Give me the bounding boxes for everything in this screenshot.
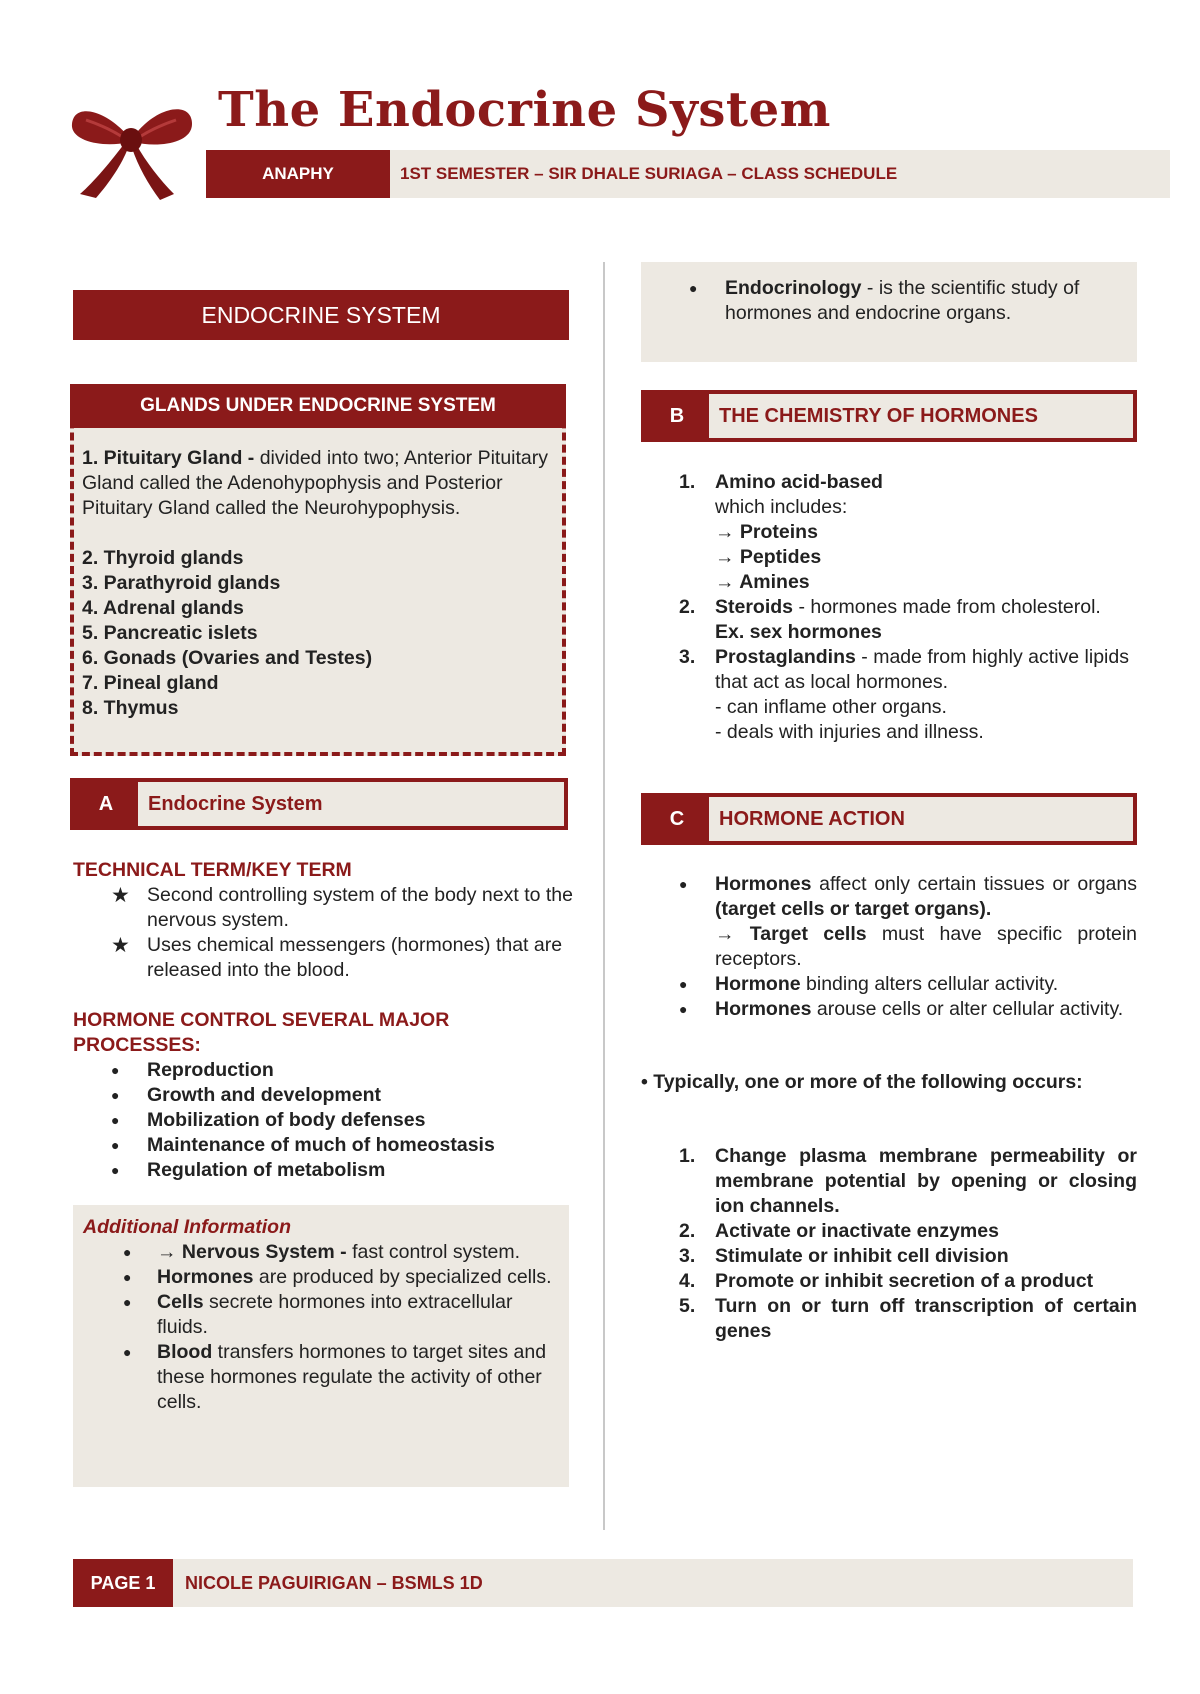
- bow-icon: [66, 90, 196, 202]
- page-footer: [73, 1559, 1133, 1607]
- section-title-endocrine-system: ENDOCRINE SYSTEM: [73, 290, 569, 340]
- process-item: ● Reproduction: [73, 1058, 583, 1083]
- typically-statement: • Typically, one or more of the following occurs:: [641, 1071, 1083, 1093]
- info-item: ● → Nervous System - fast control system.: [83, 1240, 559, 1265]
- gland-term: 1. Pituitary Gland -: [82, 447, 255, 469]
- info-item: ● Blood transfers hormones to target sites and these hormones regulate the activity of other cells.: [83, 1340, 559, 1415]
- hormone-chemistry-list: [641, 470, 1141, 745]
- glands-heading: GLANDS UNDER ENDOCRINE SYSTEM: [70, 384, 566, 428]
- action-item: ● Hormone binding alters cellular activity.: [641, 972, 1137, 997]
- info-item: ● Hormones are produced by specialized cells.: [83, 1265, 559, 1290]
- effect-item: 1. Change plasma membrane permeability or membrane potential by opening or closing ion channels.: [679, 1145, 1137, 1217]
- glands-content: [82, 446, 558, 721]
- section-a-header: [70, 778, 568, 830]
- section-label: HORMONE ACTION: [719, 807, 905, 830]
- effect-item: 3. Stimulate or inhibit cell division: [679, 1245, 1009, 1267]
- action-item: ● Hormones arouse cells or alter cellular activity.: [641, 997, 1137, 1022]
- course-tag: ANAPHY: [206, 150, 390, 198]
- process-item: ● Regulation of metabolism: [73, 1158, 583, 1183]
- gland-item: 2. Thyroid glands: [82, 547, 244, 569]
- additional-info-heading: Additional Information: [83, 1216, 291, 1238]
- endocrinology-definition: ● Endocrinology - is the scientific study of hormones and endocrine organs.: [641, 276, 1111, 326]
- gland-item: 3. Parathyroid glands: [82, 572, 281, 594]
- technical-heading: TECHNICAL TERM/KEY TERM: [73, 859, 352, 881]
- page-number: PAGE 1: [73, 1559, 173, 1607]
- technical-item: ★ Uses chemical messengers (hormones) that are released into the blood.: [73, 933, 573, 983]
- info-item: ● Cells secrete hormones into extracellular fluids.: [83, 1290, 559, 1340]
- page-title: The Endocrine System: [218, 82, 831, 138]
- technical-item: ★ Second controlling system of the body next to the nervous system.: [73, 883, 573, 933]
- course-subtitle: 1ST SEMESTER – SIR DHALE SURIAGA – CLASS SCHEDULE: [400, 164, 898, 183]
- effect-item: 5. Turn on or turn off transcription of certain genes: [679, 1295, 1137, 1342]
- section-b-header: [641, 390, 1137, 442]
- author-line: NICOLE PAGUIRIGAN – BSMLS 1D: [185, 1572, 483, 1593]
- additional-info-panel: [73, 1205, 569, 1487]
- effects-list: [641, 1144, 1137, 1344]
- effect-item: 2. Activate or inactivate enzymes: [679, 1220, 999, 1242]
- chemistry-item: 3. Prostaglandins - made from highly active lipids that act as local hormones. - can inflame other organs. - deals with injuries and illness.: [679, 646, 1129, 743]
- header-banner: [206, 150, 1170, 198]
- chemistry-item: 1. Amino acid-based which includes: → Proteins → Peptides → Amines: [679, 471, 883, 593]
- section-c-header: [641, 793, 1137, 845]
- effect-item: 4. Promote or inhibit secretion of a product: [679, 1270, 1094, 1292]
- section-letter: C: [645, 797, 709, 841]
- gland-item: 4. Adrenal glands: [82, 597, 244, 619]
- endocrinology-panel: [641, 262, 1137, 362]
- section-letter: A: [74, 782, 138, 826]
- process-item: ● Maintenance of much of homeostasis: [73, 1133, 583, 1158]
- technical-terms: [73, 858, 573, 983]
- column-divider: [603, 262, 605, 1530]
- hormone-action-list: [641, 872, 1137, 1022]
- gland-item: 6. Gonads (Ovaries and Testes): [82, 647, 373, 669]
- section-letter: B: [645, 394, 709, 438]
- gland-item: 7. Pineal gland: [82, 672, 219, 694]
- chemistry-item: 2. Steroids - hormones made from cholesterol. Ex. sex hormones: [679, 596, 1101, 643]
- processes-heading: HORMONE CONTROL SEVERAL MAJOR PROCESSES:: [73, 1009, 450, 1056]
- process-item: ● Growth and development: [73, 1083, 583, 1108]
- major-processes: [73, 1008, 583, 1183]
- section-label: Endocrine System: [148, 792, 323, 815]
- gland-item: 5. Pancreatic islets: [82, 622, 258, 644]
- gland-item: 8. Thymus: [82, 697, 179, 719]
- section-label: THE CHEMISTRY OF HORMONES: [719, 404, 1038, 427]
- gland-desc: divided into two; Anterior Pituitary Gland called the Adenohypophysis and Posterior Pituitary Gland called the Neurohypophysis.: [82, 447, 549, 519]
- action-item: ● Hormones affect only certain tissues or organs (target cells or target organs). → Target cells must have specific protein receptors.: [641, 872, 1137, 972]
- process-item: ● Mobilization of body defenses: [73, 1108, 583, 1133]
